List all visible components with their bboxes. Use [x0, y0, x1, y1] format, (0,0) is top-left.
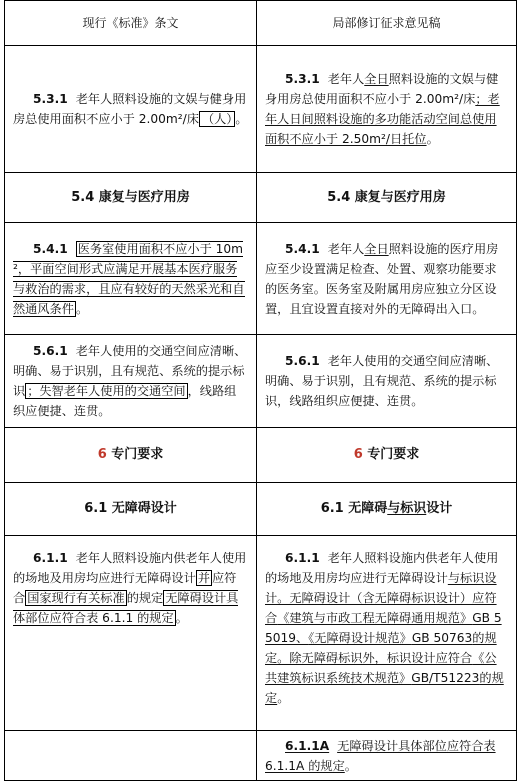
- boxed-deletion: 国家现行有关标准: [27, 591, 125, 605]
- inserted-text: 与标识: [387, 501, 427, 516]
- table-row-6-1-1a: [5, 731, 517, 781]
- clause-end: 。: [175, 611, 188, 625]
- section-title-text: 6.1 无障碍: [320, 501, 388, 516]
- clause-text: 老年人: [327, 72, 365, 86]
- header-revision-draft: 局部修订征求意见稿: [257, 1, 517, 46]
- clause-5-6-1-revised: [257, 335, 517, 428]
- clause-text: 老年人使用的交通空间应清晰、明确、易于识别，且有规范、系统的提示标识: [13, 344, 247, 398]
- clause-5-4-1-current: [5, 223, 257, 335]
- clause-number: 5.6.1: [33, 344, 68, 358]
- clause-5-3-1-current: [5, 46, 257, 173]
- comparison-document: [4, 0, 516, 784]
- inserted-text: 《无障碍设计规范》: [308, 631, 412, 645]
- chapter-number: 6: [353, 447, 363, 462]
- clause-number: 5.3.1: [285, 72, 320, 86]
- section-title-text: 设计: [426, 501, 453, 516]
- clause-number: 6.1.1: [285, 551, 320, 565]
- inserted-text: GB 50763: [411, 631, 473, 645]
- clause-end: 。: [344, 758, 357, 773]
- inserted-text: 全日: [364, 241, 389, 256]
- boxed-deletion: 医务室使用面积不应小于 10m²，平面空间形式应满足开展基本医疗服务与救治的需求，且应有较好的天然采光和自然通风条件: [13, 241, 245, 316]
- boxed-deletion: （人）: [199, 111, 235, 127]
- chapter-number: 6: [97, 447, 107, 462]
- clause-text: 老年人照料设施的文娱与健身用房总使用面积不应小于 2.00m²/床: [13, 92, 247, 126]
- inserted-text: 的规定。除无障碍标识外，标识设计应符合: [265, 631, 497, 665]
- clause-text: 应符合: [13, 571, 237, 605]
- clause-end: 。: [75, 301, 89, 316]
- clause-5-4-1-revised: [257, 223, 517, 335]
- table-row-5-6-1: [5, 335, 517, 428]
- section-row-5-4: [5, 173, 517, 223]
- boxed-deletion: 无障碍设计具体部位应符合表 6.1.1 的规定: [13, 591, 239, 625]
- clause-number: 5.4.1: [33, 241, 68, 256]
- inserted-text: GB 55019、: [265, 611, 502, 645]
- clause-text: 的规定: [126, 591, 164, 605]
- table-row-5-3-1: [5, 46, 517, 173]
- header-current-standard: 现行《标准》条文: [5, 1, 257, 46]
- inserted-text: ；老年人日间照料设施的多功能活动空间总使用面积不应小于 2.50m²/日托位: [265, 92, 500, 146]
- chapter-title-text: 6 专门要求: [97, 447, 164, 462]
- section-title-current: 6.1 无障碍设计: [5, 483, 257, 536]
- comparison-table: [4, 0, 517, 781]
- section-row-6: [5, 428, 517, 483]
- inserted-text: 与标识设计。无障碍设计（含无障碍标识设计）应符合: [265, 571, 497, 625]
- section-row-6-1: [5, 483, 517, 536]
- clause-5-3-1-revised: [257, 46, 517, 173]
- clause-6-1-1a-revised: [257, 731, 517, 781]
- chapter-title-current: [5, 428, 257, 483]
- table-header-row: [5, 1, 517, 46]
- clause-end: 。: [426, 132, 439, 146]
- inserted-text: 《建筑与市政工程无障碍通用规范》: [277, 611, 473, 625]
- table-row-6-1-1: [5, 536, 517, 731]
- clause-end: 。: [472, 301, 485, 316]
- boxed-deletion: 并: [197, 571, 210, 585]
- clause-5-6-1-current: [5, 335, 257, 428]
- section-title-revised: [257, 483, 517, 536]
- chapter-title-revised: [257, 428, 517, 483]
- clause-number: 5.4.1: [285, 241, 320, 256]
- clause-text: 老年人: [327, 241, 365, 256]
- clause-text: 老年人使用的交通空间应清晰、明确、易于识别，且有规范、系统的提示标识，线路组织应便捷、连贯。: [265, 354, 499, 408]
- clause-text: ，线路组织应便捷、连贯。: [13, 384, 237, 418]
- clause-text: 老年人照料设施内供老年人使用的场地及用房均应进行无障碍设计: [265, 551, 499, 585]
- inserted-text: 的规定: [265, 671, 504, 705]
- clause-text: 照料设施的医疗用房应至少设置满足检查、处置、观察功能要求的医务室。医务室及附属用房应独立分区设置，且宜设置直接对外的无障碍出入口: [265, 241, 499, 316]
- clause-6-1-1a-current-empty: [5, 731, 257, 781]
- inserted-text: 无障碍设计具体部位应符合表 6.1.1A 的规定: [265, 738, 496, 773]
- clause-6-1-1-current: [5, 536, 257, 731]
- clause-number: 5.3.1: [33, 92, 68, 106]
- clause-text: 照料设施的文娱与健身用房总使用面积不应小于 2.00m²/床: [265, 72, 499, 106]
- inserted-text: GB/T51223: [411, 671, 480, 685]
- clause-6-1-1-revised: [257, 536, 517, 731]
- clause-text: 老年人照料设施内供老年人使用的场地及用房均应进行无障碍设计: [13, 551, 247, 585]
- clause-end: 。: [235, 112, 248, 126]
- boxed-deletion: ；失智老年人使用的交通空间: [27, 384, 186, 398]
- inserted-text: 《公共建筑标识系统技术规范》: [265, 651, 497, 685]
- clause-number: 6.1.1A: [285, 738, 330, 753]
- inserted-text: 全日: [364, 72, 389, 86]
- clause-number: 5.6.1: [285, 354, 320, 368]
- chapter-title-text: 6 专门要求: [353, 447, 420, 462]
- section-title-current: 5.4 康复与医疗用房: [5, 173, 257, 223]
- table-row-5-4-1: [5, 223, 517, 335]
- section-title-revised: 5.4 康复与医疗用房: [257, 173, 517, 223]
- clause-number: 6.1.1: [33, 551, 68, 565]
- clause-end: 。: [277, 691, 290, 705]
